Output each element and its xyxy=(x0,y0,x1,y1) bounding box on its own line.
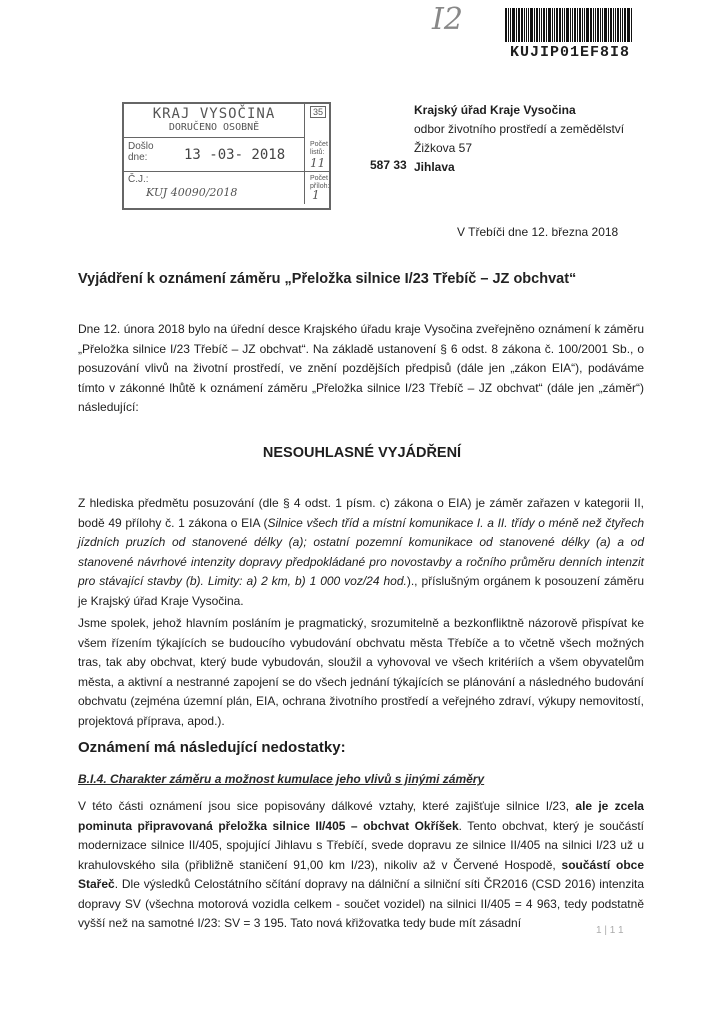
barcode-bar xyxy=(574,8,576,42)
para2-text-b: )., příslušným orgánem k posouzení záměru je Krajský úřad Kraje Vysočina. xyxy=(78,574,644,608)
para2-text-a: Z hlediska předmětu posuzování (dle § 4 odst. 1 písm. c) zákona o EIA) je záměr zařazen v kategorii II, bodě 49 přílohy č. 1 zákona o EIA ( xyxy=(78,496,644,530)
barcode-bar xyxy=(548,8,551,42)
barcode-bar xyxy=(526,8,527,42)
statement-heading: NESOUHLASNÉ VYJÁDŘENÍ xyxy=(262,445,462,461)
recipient-address xyxy=(414,101,624,177)
section-heading-b14: B.I.4. Charakter záměru a možnost kumulace jeho vlivů s jinými záměry xyxy=(78,772,485,786)
barcode-bar xyxy=(610,8,612,42)
barcode-bar xyxy=(620,8,621,42)
barcode-bar xyxy=(593,8,594,42)
para4-bold-1: ale je zcela pominuta připravovaná přeložka silnice II/405 – obchvat Okříšek xyxy=(78,799,644,833)
para2-italic: Silnice všech tříd a místní komunikace I. a II. třídy o méně než čtyřech jízdních pruzích od stanovené délky (a); ostatní pozemní komunikace od stanovené délky (a) a od stanovené návrhové intenzity dopravy předpokládané pro novostavby a ročního průměru denních intenzit pro stávající stavby (b). Limity: a) 2 km, b) 1 000 voz/24 hod. xyxy=(78,515,644,588)
stamp-subtitle: DORUČENO OSOBNĚ xyxy=(168,122,260,133)
recipient-line2: odbor životního prostředí a zemědělství xyxy=(414,122,625,136)
barcode-bar xyxy=(600,8,601,42)
paragraph-intro: Dne 12. února 2018 bylo na úřední desce Krajského úřadu kraje Vysočina zveřejněno oznámení k záměru „Přeložka silnice I/23 Třebíč – JZ obchvat“. Na základě ustanovení § 6 odst. 8 zákona č. 100/2001 Sb., o posuzování vlivů na životní prostředí, ve znění pozdějších předpisů (dále jen „zákon EIA“), podáváme tímto v zákonné lhůtě k oznámení záměru „Přeložka silnice I/23 Třebíč – JZ obchvat“ (dále jen „záměr“) následující: xyxy=(78,322,644,414)
barcode-bar xyxy=(577,8,578,42)
barcode-bar xyxy=(572,8,573,42)
barcode-bar xyxy=(579,8,581,42)
document-subject: Vyjádření k oznámení záměru „Přeložka silnice I/23 Třebíč – JZ obchvat“ xyxy=(78,271,577,287)
para4-bold-2: součástí obce Stařeč xyxy=(78,857,644,891)
barcode-bar xyxy=(562,8,563,42)
para4-text-d: . Dle výsledků Celostátního sčítání dopravy na dálniční a silniční síti ČR2016 (CSD 2016) intenzita dopravy SV (všechna motorová vozidla celkem - součet vozidel) na silnici II/405 = 4 963, tedy podstatně vyšší než na samotné I/23: SV = 3 195. Tato nová křižovatka tedy bude mít zásadní xyxy=(78,877,644,930)
barcode-bar xyxy=(617,8,619,42)
barcode-bar xyxy=(564,8,565,42)
barcode-bar xyxy=(539,8,540,42)
barcode-bar xyxy=(604,8,607,42)
barcode-bar xyxy=(586,8,589,42)
paragraph-association: Jsme spolek, jehož hlavním posláním je pragmatický, srozumitelně a bezkonfliktně názorově přispívat ke všem řízením týkajících se budoucího vybudování obchvatu města Třebíče a to včetně všech možných tras, tak aby obchvat, který bude vybudován, sloužil a vyhovoval ve všech kritériích a všem obyvatelům města, a aktivní a nestranné zapojení se do všech jednání týkajících se plánování a následného budování obchvatu (zejména územní plán, EIA, ochrana životního prostředí a veřejného zdraví, výkupy nemovitostí, projektová příprava, apod.). xyxy=(78,616,644,728)
stamp-divider-2 xyxy=(304,171,329,172)
barcode-bar xyxy=(615,8,616,42)
barcode-bar xyxy=(613,8,614,42)
recipient-zip: 587 33 xyxy=(370,158,407,172)
barcode-text: KUJIP01EF8I8 xyxy=(510,44,631,61)
barcode xyxy=(505,8,640,42)
recipient-line3: Žižkova 57 xyxy=(414,141,473,155)
barcode-bar xyxy=(554,8,555,42)
barcode-bar xyxy=(556,8,558,42)
barcode-bar xyxy=(512,8,515,42)
handwritten-reference: I2 xyxy=(432,2,463,37)
barcode-bar xyxy=(584,8,585,42)
barcode-bar xyxy=(552,8,553,42)
stamp-attachments-value: 1 xyxy=(312,188,320,202)
barcode-bar xyxy=(608,8,609,42)
stamp-title: KRAJ VYSOČINA xyxy=(152,106,276,122)
barcode-bar xyxy=(543,8,545,42)
barcode-bar xyxy=(510,8,511,42)
paragraph-classification xyxy=(78,494,644,611)
barcode-bar xyxy=(534,8,535,42)
para4-text-c: . Tento obchvat, který je součástí modernizace silnice II/405, spojující Jihlavu s Třebíčí, svede dopravu ze silnice II/405 na silnici I/23 už u krahulovského sila (přibližně staničení 91,00 km I/23), nikoliv až v Červené Hospodě, xyxy=(78,818,644,872)
page-mark: 1 | 1 1 xyxy=(596,925,624,936)
stamp-sheets-value: 11 xyxy=(310,156,326,170)
barcode-bar xyxy=(508,8,509,42)
barcode-bar xyxy=(590,8,592,42)
stamp-header xyxy=(124,104,305,138)
barcode-bar xyxy=(570,8,571,42)
barcode-bar xyxy=(595,8,596,42)
barcode-bar xyxy=(530,8,533,42)
barcode-bar xyxy=(524,8,525,42)
stamp-ref-value: KUJ 40090/2018 xyxy=(146,186,238,199)
barcode-bar xyxy=(624,8,626,42)
barcode-bar xyxy=(627,8,630,42)
barcode-bar xyxy=(528,8,529,42)
date-line: V Třebíči dne 12. března 2018 xyxy=(457,225,619,239)
para4-text-a: V této části oznámení jsou sice popisovány dálkové vztahy, které zajišťuje silnice I/23, xyxy=(78,799,576,813)
stamp-ref-row xyxy=(124,171,304,204)
barcode-bar xyxy=(536,8,538,42)
barcode-bar xyxy=(516,8,517,42)
stamp-ref-label: Č.J.: xyxy=(128,174,149,185)
stamp-divider xyxy=(304,104,306,204)
stamp-received-date: 13 -03- 2018 xyxy=(184,147,286,163)
barcode-bar xyxy=(546,8,547,42)
barcode-bar xyxy=(505,8,507,42)
barcode-bar xyxy=(566,8,569,42)
stamp-received-label: Došlo dne: xyxy=(128,141,154,163)
stamp-received-row xyxy=(124,137,304,172)
barcode-bar xyxy=(631,8,632,42)
barcode-bar xyxy=(622,8,623,42)
deficiencies-heading: Oznámení má následující nedostatky: xyxy=(78,739,346,756)
stamp-sheets-label: Počet listů: xyxy=(310,141,328,156)
recipient-line1: Krajský úřad Kraje Vysočina xyxy=(414,103,576,117)
barcode-bar xyxy=(541,8,542,42)
barcode-bar xyxy=(559,8,561,42)
barcode-bar xyxy=(582,8,583,42)
barcode-bar xyxy=(521,8,523,42)
barcode-bar xyxy=(597,8,599,42)
stamp-attachments-label: Počet příloh: xyxy=(310,175,330,190)
barcode-bar xyxy=(518,8,520,42)
paragraph-b14 xyxy=(78,797,644,934)
stamp-number: 35 xyxy=(310,106,326,118)
barcode-bar xyxy=(602,8,603,42)
registry-stamp xyxy=(122,102,331,210)
recipient-city: Jihlava xyxy=(414,160,455,174)
